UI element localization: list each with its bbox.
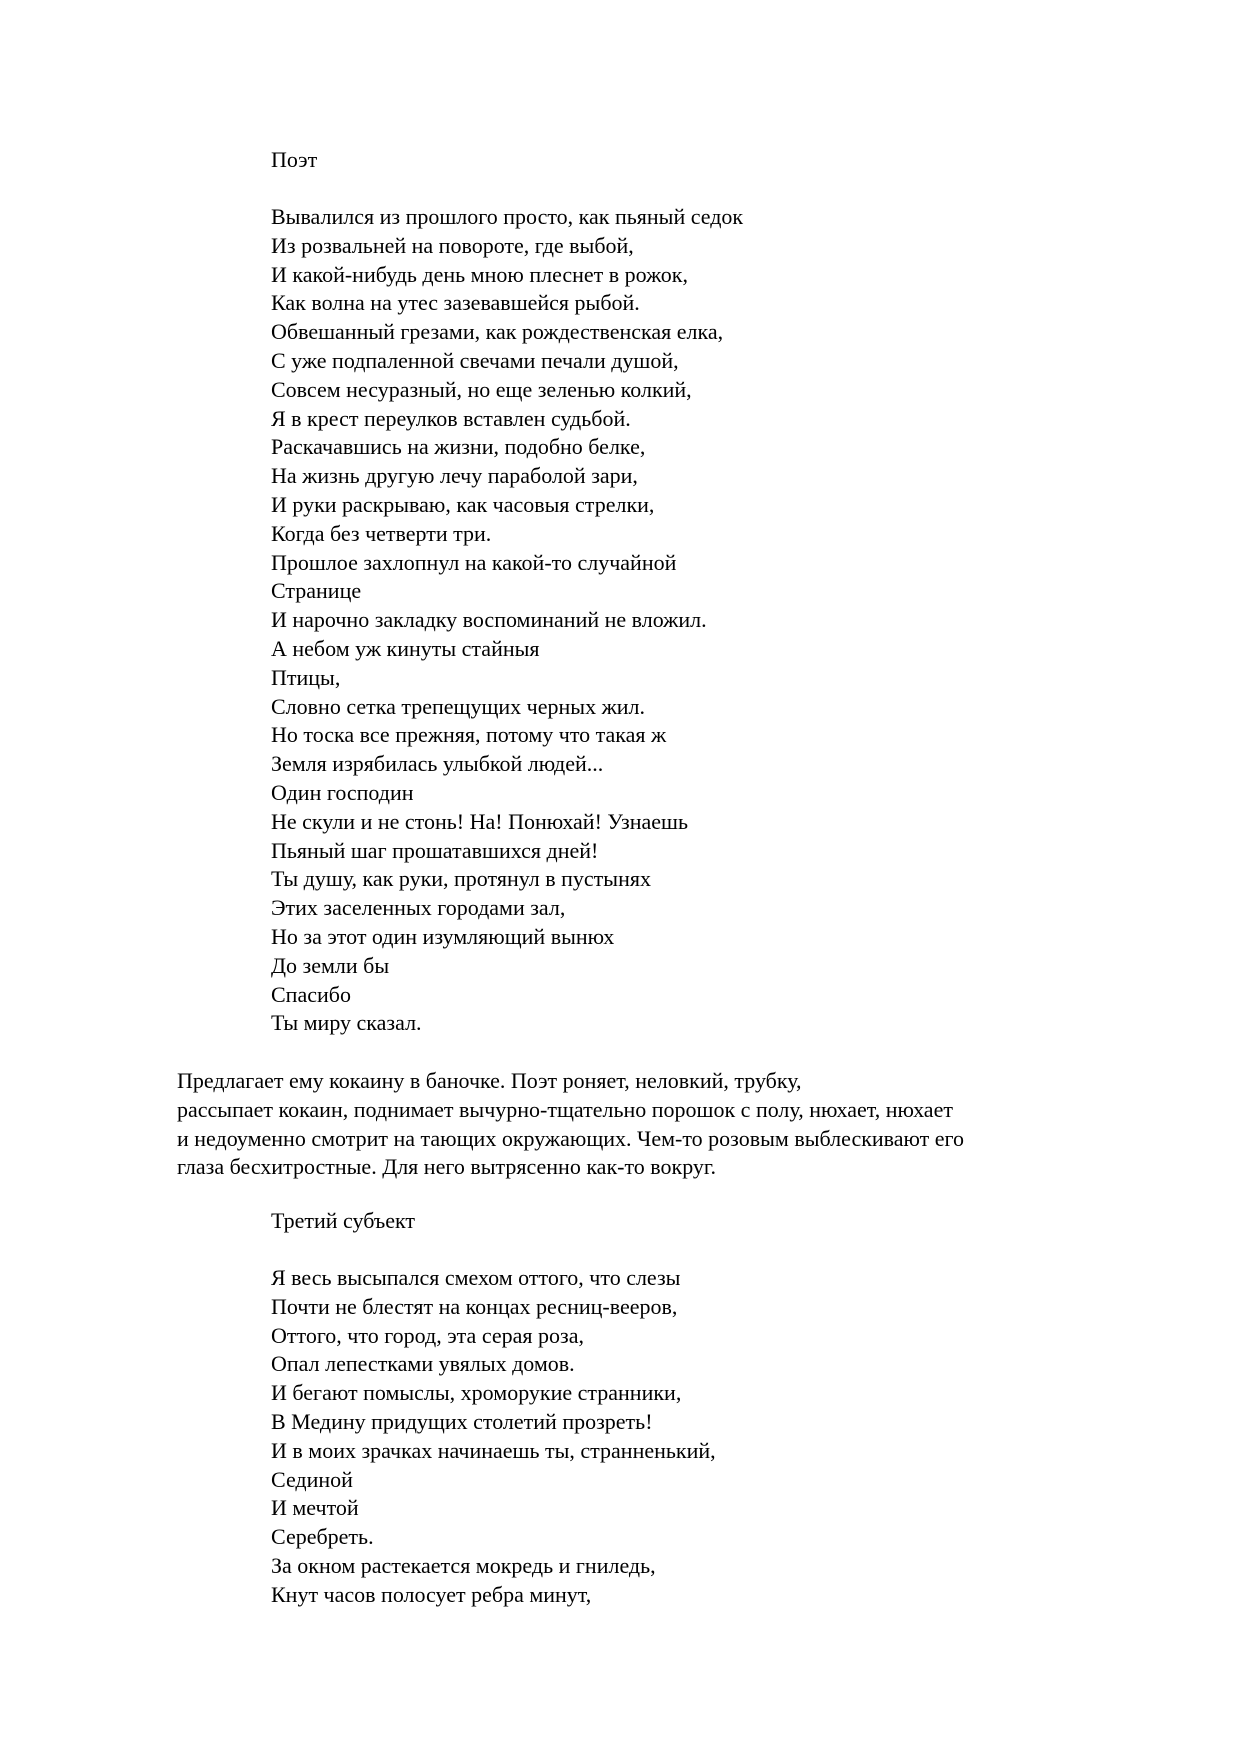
- poem-line: Сединой: [271, 1466, 353, 1492]
- poem-line: И какой-нибудь день мною плеснет в рожок,: [271, 261, 688, 287]
- stage-direction: [177, 1067, 1097, 1182]
- poem-line: Серебреть.: [271, 1524, 374, 1550]
- stage-direction-line: Предлагает ему кокаину в баночке. Поэт роняет, неловкий, трубку,: [177, 1068, 802, 1093]
- poem-line: С уже подпаленной свечами печали душой,: [271, 347, 679, 373]
- poem-line: Словно сетка трепещущих черных жил.: [271, 693, 646, 719]
- poem-line: Пьяный шаг прошатавшихся дней!: [271, 837, 599, 863]
- poem-line: Совсем несуразный, но еще зеленью колкий,: [271, 376, 692, 402]
- poem-line: Ты душу, как руки, протянул в пустынях: [271, 866, 651, 892]
- poem-verse-poet: [271, 203, 1171, 1038]
- poem-line: Но тоска все прежняя, потому что такая ж: [271, 722, 667, 748]
- poem-line: И руки раскрываю, как часовыя стрелки,: [271, 491, 655, 517]
- poem-line: До земли бы: [271, 952, 390, 978]
- stage-direction-line: рассыпает кокаин, поднимает вычурно-тщательно порошок с полу, нюхает, нюхает: [177, 1096, 953, 1122]
- poem-line: В Медину придущих столетий прозреть!: [271, 1408, 653, 1434]
- poem-line: Но за этот один изумляющий вынюх: [271, 923, 615, 949]
- poem-line: И мечтой: [271, 1495, 359, 1521]
- poem-line: Я в крест переулков вставлен судьбой.: [271, 405, 631, 431]
- poem-line: Обвешанный грезами, как рождественская елка,: [271, 319, 724, 345]
- poem-line: Земля изрябилась улыбкой людей...: [271, 751, 604, 777]
- poem-line: Этих заселенных городами зал,: [271, 895, 566, 921]
- poem-line: А небом уж кинуты стайныя: [271, 635, 540, 661]
- speaker-name-third-subject: Третий субъект: [271, 1208, 416, 1233]
- poem-line: Не скули и не стонь! На! Понюхай! Узнаешь: [271, 808, 689, 834]
- poem-line: Раскачавшись на жизни, подобно белке,: [271, 434, 646, 460]
- poem-line: Оттого, что город, эта серая роза,: [271, 1322, 584, 1348]
- poem-line: Странице: [271, 578, 362, 604]
- poem-line: Я весь высыпался смехом оттого, что слезы: [271, 1265, 681, 1290]
- poem-line: Кнут часов полосует ребра минут,: [271, 1581, 592, 1607]
- poem-verse-third-subject: [271, 1264, 1171, 1610]
- poem-line: Как волна на утес зазевавшейся рыбой.: [271, 290, 640, 316]
- poem-line: За окном растекается мокредь и гниледь,: [271, 1552, 656, 1578]
- poem-line: И бегают помыслы, хроморукие странники,: [271, 1380, 682, 1406]
- poem-line: Вывалился из прошлого просто, как пьяный седок: [271, 204, 744, 229]
- poem-line: И в моих зрачках начинаешь ты, странненький,: [271, 1437, 716, 1463]
- poem-line: Почти не блестят на концах ресниц-вееров,: [271, 1293, 678, 1319]
- poem-line: Один господин: [271, 779, 414, 805]
- poem-line: Прошлое захлопнул на какой-то случайной: [271, 549, 677, 575]
- poem-line: Ты миру сказал.: [271, 1010, 422, 1036]
- poem-line: Птицы,: [271, 664, 341, 690]
- poem-line: Из розвальней на повороте, где выбой,: [271, 232, 634, 258]
- stage-direction-line: и недоуменно смотрит на тающих окружающих. Чем-то розовым выблескивают его: [177, 1125, 965, 1151]
- speaker-name-poet: Поэт: [271, 147, 318, 172]
- poem-line: И нарочно закладку воспоминаний не вложил.: [271, 607, 707, 633]
- poem-line: Когда без четверти три.: [271, 520, 492, 546]
- stage-direction-line: глаза бесхитростные. Для него вытрясенно как-то вокруг.: [177, 1154, 716, 1180]
- poem-line: Спасибо: [271, 981, 351, 1007]
- poem-line: Опал лепестками увялых домов.: [271, 1351, 575, 1377]
- poem-line: На жизнь другую лечу параболой зари,: [271, 463, 638, 489]
